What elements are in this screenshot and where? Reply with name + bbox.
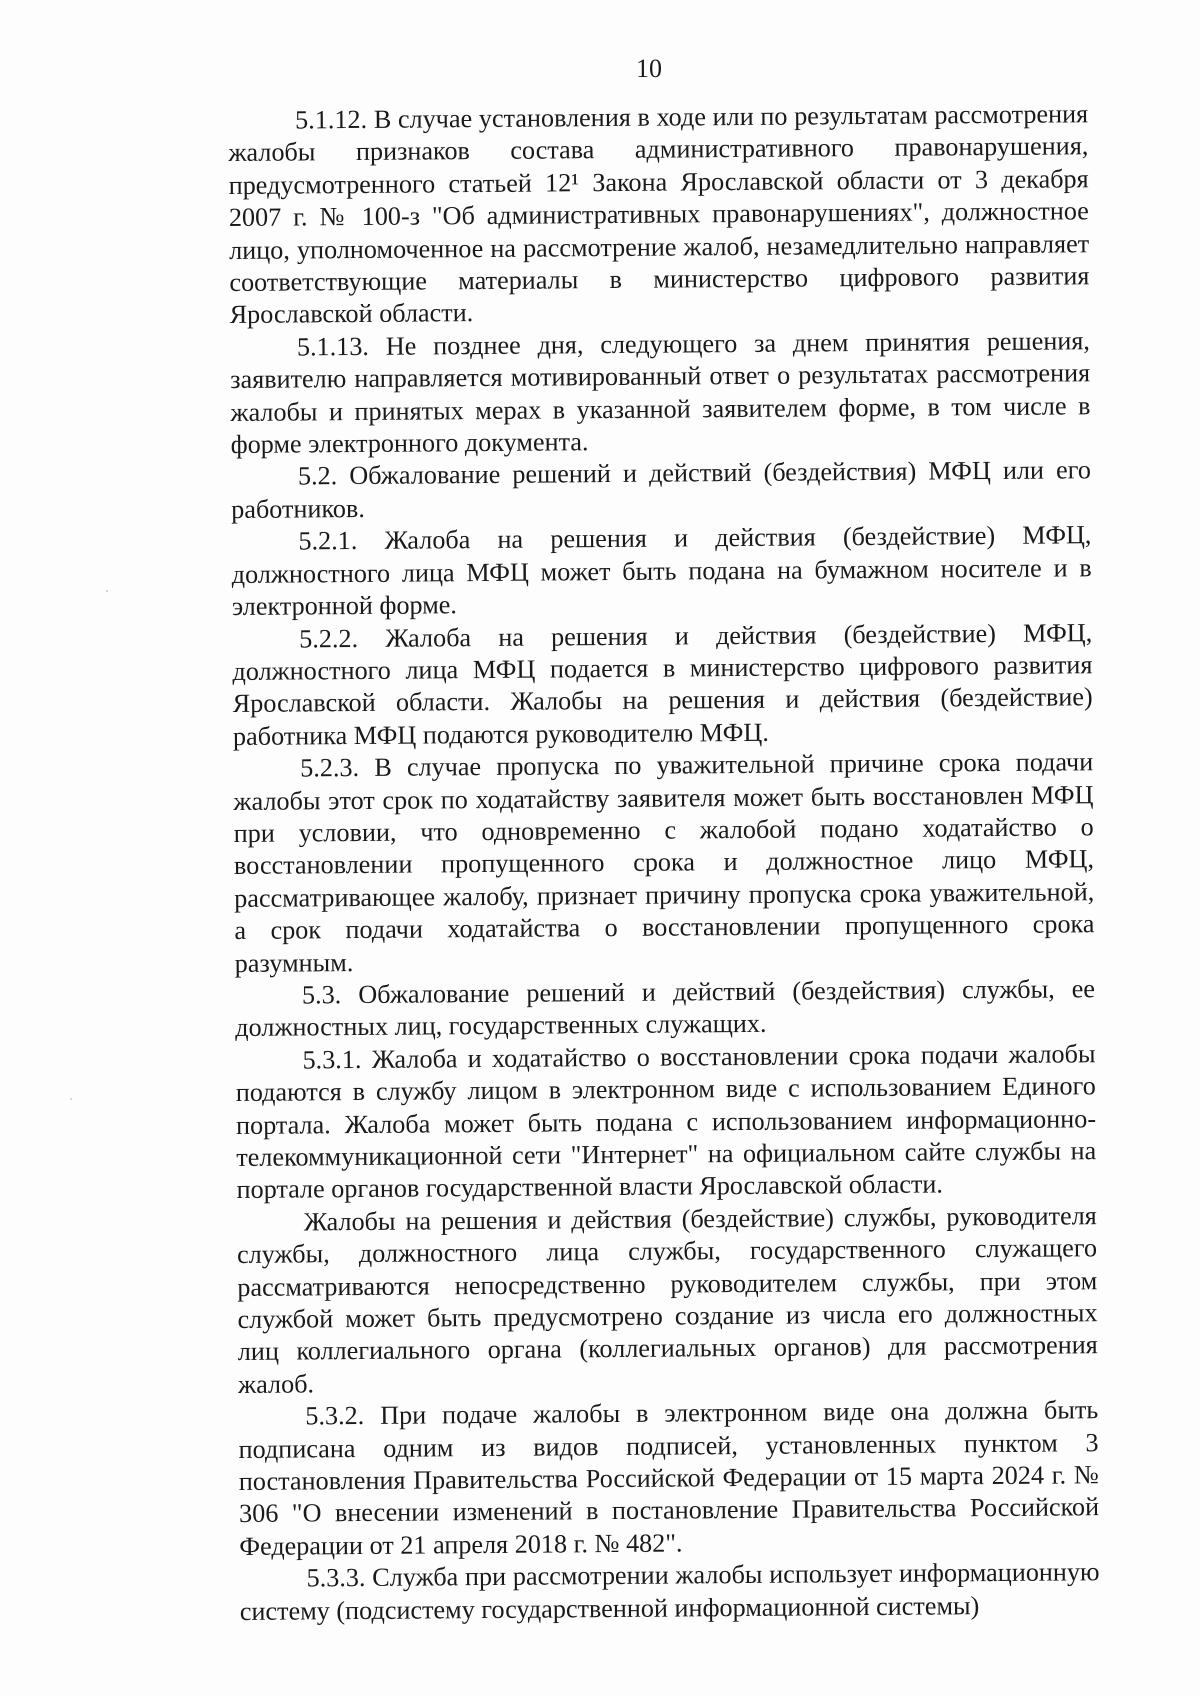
- document-body: [228, 98, 1100, 1628]
- paragraph-5-2-2: 5.2.2. Жалоба на решения и действия (бездействие) МФЦ, должностного лица МФЦ подается в министерство цифрового развития Ярославской области. Жалобы на решения и действия (бездействие) работника МФЦ подаются руководителю МФЦ.: [232, 617, 1093, 751]
- paragraph-5-2: 5.2. Обжалование решений и действий (бездействия) МФЦ или его работников.: [231, 455, 1092, 524]
- scan-speck: [70, 1098, 72, 1100]
- page-number: 10: [636, 54, 662, 83]
- paragraph-5-3-3: 5.3.3. Служба при рассмотрении жалобы использует информационную систему (подсистему государственной информационной системы): [239, 1557, 1100, 1626]
- paragraph-5-3: 5.3. Обжалование решений и действий (бездействия) службы, ее должностных лиц, государственных служащих.: [235, 974, 1096, 1043]
- paragraph-5-1-13: 5.1.13. Не позднее дня, следующего за днем принятия решения, заявителю направляется мотивированный ответ о результатах рассмотрения жалобы и принятых мерах в указанной заявителем форме, в том числе в форме электронного документа.: [230, 326, 1091, 460]
- paragraph-5-3-1-complaints: Жалобы на решения и действия (бездействие) службы, руководителя службы, должностного лица службы, государственного служащего рассматриваются непосредственно руководителем службы, при этом службой может быть предусмотрено создание из числа его должностных лиц коллегиального органа (коллегиальных органов) для рассмотрения жалоб.: [236, 1201, 1098, 1399]
- paragraph-5-3-1: 5.3.1. Жалоба и ходатайство о восстановлении срока подачи жалобы подаются в службу лицом в электронном виде с использованием Единого портала. Жалоба может быть подана с использованием информационно-телекоммуникационной сети "Интернет" на официальном сайте службы на портале органов государственной власти Ярославской области.: [235, 1038, 1097, 1205]
- scan-speck: [106, 590, 108, 592]
- paragraph-5-2-3: 5.2.3. В случае пропуска по уважительной причине срока подачи жалобы этот срок по ходатайству заявителя может быть восстановлен МФЦ при условии, что одновременно с жалобой подано ходатайство о восстановлении пропущенного срока и должностное лицо МФЦ, рассматривающее жалобу, признает причину пропуска срока уважительной, а срок подачи ходатайства о восстановлении пропущенного срока разумным.: [233, 747, 1095, 978]
- paragraph-5-1-12: 5.1.12. В случае установления в ходе или по результатам рассмотрения жалобы признаков состава административного правонарушения, предусмотренного статьей 12¹ Закона Ярославской области от 3 декабря 2007 г. № 100-з "Об административных правонарушениях", должностное лицо, уполномоченное на рассмотрение жалоб, незамедлительно направляет соответствующие материалы в министерство цифрового развития Ярославской области.: [228, 99, 1090, 330]
- paragraph-5-3-2: 5.3.2. При подаче жалобы в электронном виде она должна быть подписана одним из видов подписей, установленных пунктом 3 постановления Правительства Российской Федерации от 15 марта 2024 г. № 306 "О внесении изменений в постановление Правительства Российской Федерации от 21 апреля 2018 г. № 482".: [238, 1395, 1100, 1561]
- paragraph-5-2-1: 5.2.1. Жалоба на решения и действия (бездействие) МФЦ, должностного лица МФЦ может быть подана на бумажном носителе и в электронной форме.: [231, 520, 1092, 622]
